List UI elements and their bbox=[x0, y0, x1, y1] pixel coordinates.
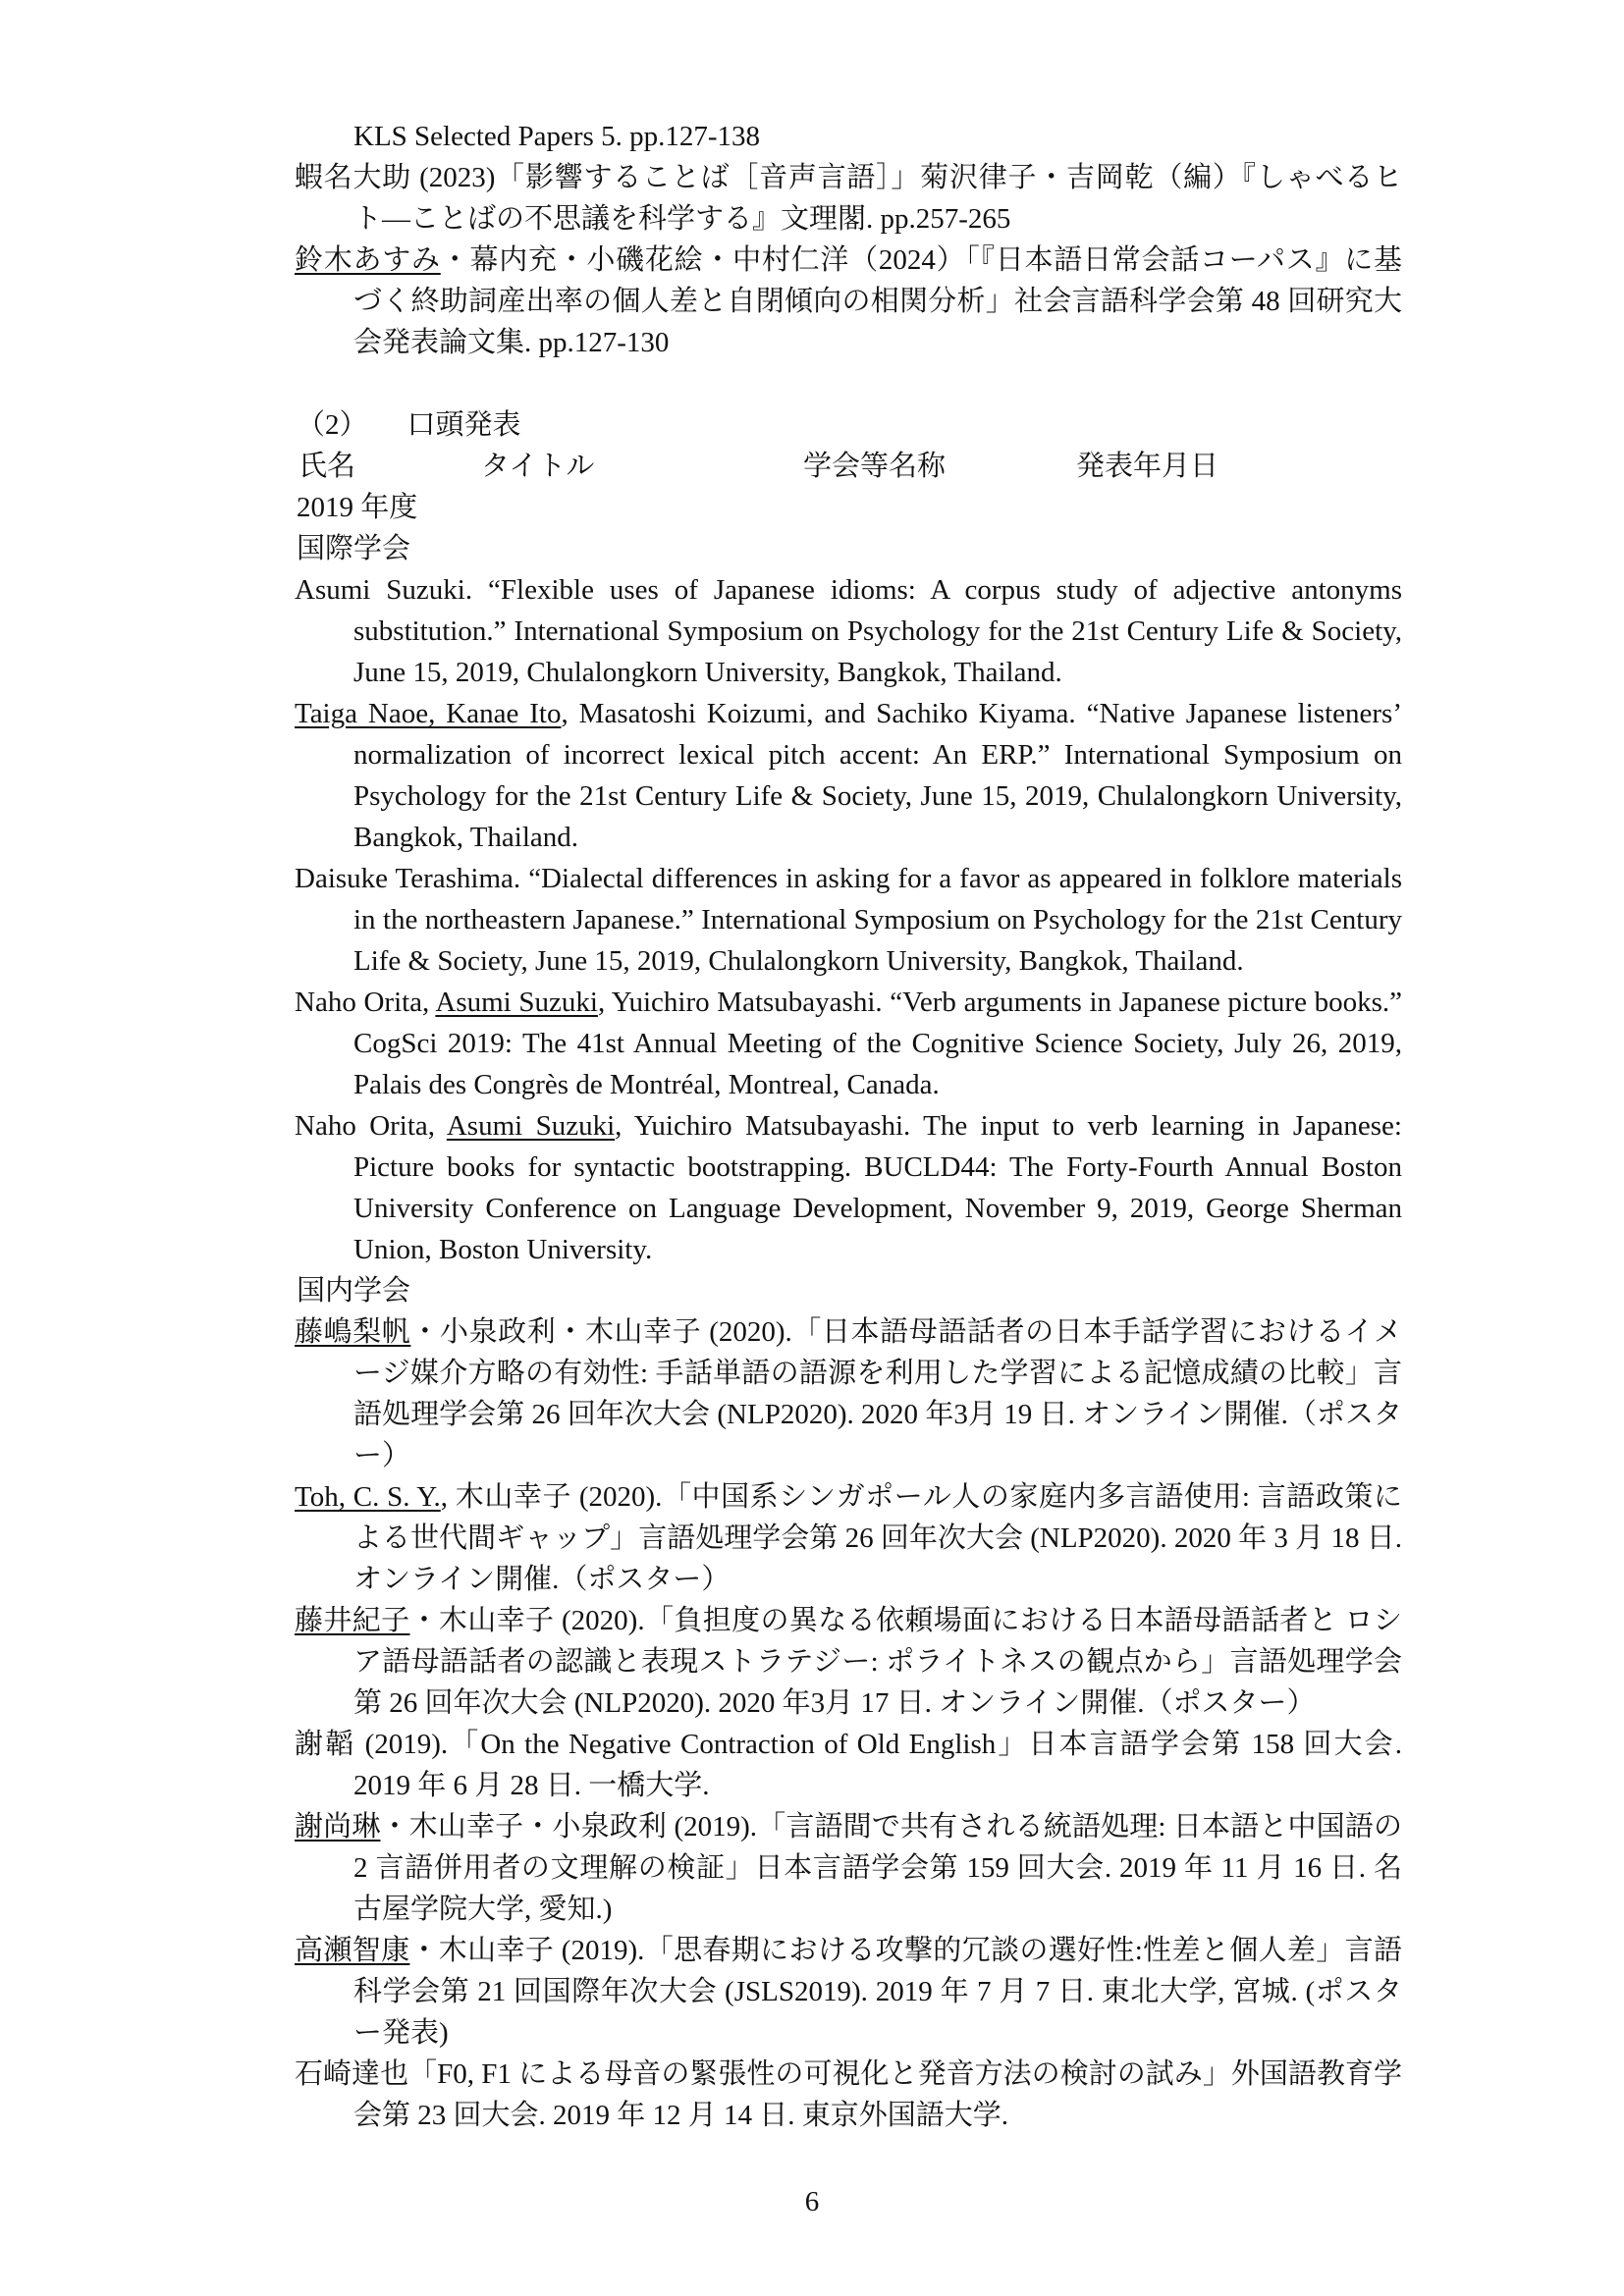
domestic-entry bbox=[295, 1476, 1402, 1600]
domestic-entry bbox=[295, 1600, 1402, 1724]
entry-text: 謝韜 (2019).「On the Negative Contraction of Old English」日本言語学会第 158 回大会. 2019 年 6 月 28 日. 一橋大学. bbox=[295, 1729, 1402, 1801]
entry-text: , 木山幸子 (2020).「中国系シンガポール人の家庭内多言語使用: 言語政策による世代間ギャップ」言語処理学会第 26 回年次大会 (NLP2020). 2020 年 3 月 18 日. オンライン開催.（ポスター） bbox=[353, 1481, 1402, 1595]
column-header-row bbox=[295, 446, 1402, 487]
document-page bbox=[295, 116, 1402, 2136]
column-date: 発表年月日 bbox=[1076, 451, 1219, 482]
reference-text: ・幕内充・小磯花絵・中村仁洋（2024）「『日本語日常会話コーパス』に基づく終助詞産出率の個人差と自閉傾向の相関分析」社会言語科学会第 48 回研究大会発表論文集. pp.127-130 bbox=[353, 244, 1402, 358]
entry-author-underlined: 藤井紀子 bbox=[295, 1605, 410, 1636]
year-label: 2019 年度 bbox=[297, 492, 418, 523]
entry-text: ・木山幸子・小泉政利 (2019).「言語間で共有される統語処理: 日本語と中国語の 2 言語併用者の文理解の検証」日本言語学会第 159 回大会. 2019 年 11 月 16 日. 名古屋学院大学, 愛知.) bbox=[353, 1811, 1402, 1925]
entry-text: , Yuichiro Matsubayashi. The input to verb learning in Japanese: Picture books for syntactic bootstrapping. BUCLD44: The Forty-Fourth Annual Boston University Conference on Language Development, November 9, 2019, George Sherman Union, Boston University. bbox=[353, 1110, 1402, 1265]
entry-text: , Yuichiro Matsubayashi. “Verb arguments in Japanese picture books.” CogSci 2019: The 41st Annual Meeting of the Cognitive Science Society, July 26, 2019, Palais des Congrès de Montréal, Montreal, Canada. bbox=[353, 987, 1402, 1100]
section-number: （2） bbox=[297, 409, 368, 441]
entry-author-underlined: Asumi Suzuki bbox=[435, 987, 598, 1018]
entry-author-underlined: Taiga Naoe, Kanae Ito bbox=[295, 698, 562, 729]
column-name: 氏名 bbox=[298, 451, 356, 482]
page-number: 6 bbox=[804, 2186, 820, 2217]
entry-text: Daisuke Terashima. “Dialectal differences in asking for a favor as appeared in folklore materials in the northeastern Japanese.” International Symposium on Psychology for the 21st Century Life & Society, June 15, 2019, Chulalongkorn University, Bangkok, Thailand. bbox=[295, 863, 1402, 977]
entry-text: 石崎達也「F0, F1 による母音の緊張性の可視化と発音方法の検討の試み」外国語教育学会第 23 回大会. 2019 年 12 月 14 日. 東京外国語大学. bbox=[295, 2058, 1402, 2131]
reference-entry bbox=[295, 157, 1402, 240]
entry-author-underlined: Asumi Suzuki bbox=[446, 1110, 616, 1142]
spacer bbox=[295, 363, 1402, 404]
column-conference: 学会等名称 bbox=[803, 451, 947, 482]
entry-text: ・小泉政利・木山幸子 (2020).「日本語母語話者の日本手話学習におけるイメージ媒介方略の有効性: 手話単語の語源を利用した学習による記憶成績の比較」言語処理学会第 26 回年次大会 (NLP2020). 2020 年3月 19 日. オンライン開催.（ポスター） bbox=[353, 1316, 1402, 1471]
reference-entry bbox=[295, 240, 1402, 363]
domestic-entry bbox=[295, 1724, 1402, 1806]
international-heading: 国際学会 bbox=[297, 533, 411, 564]
domestic-heading: 国内学会 bbox=[297, 1275, 411, 1307]
entry-author-underlined: Toh, C. S. Y. bbox=[295, 1481, 441, 1513]
domestic-entry bbox=[295, 1930, 1402, 2054]
section-title: 口頭発表 bbox=[406, 409, 521, 441]
entry-pre: Naho Orita, bbox=[295, 1110, 447, 1142]
reference-text: 蝦名大助 (2023)「影響することば［音声言語］」菊沢律子・吉岡乾（編）『しゃべるヒト―ことばの不思議を科学する』文理閣. pp.257-265 bbox=[295, 162, 1402, 235]
international-entry bbox=[295, 858, 1402, 982]
domestic-entry bbox=[295, 1311, 1402, 1476]
international-entry bbox=[295, 1105, 1402, 1270]
reference-author-underlined: 鈴木あすみ bbox=[295, 244, 441, 276]
entry-text: ・木山幸子 (2020).「負担度の異なる依頼場面における日本語母語話者と ロシア語母語話者の認識と表現ストラテジー: ポライトネスの観点から」言語処理学会第 26 回年次大会 (NLP2020). 2020 年3月 17 日. オンライン開催.（ポスター） bbox=[353, 1605, 1402, 1719]
international-entry bbox=[295, 569, 1402, 693]
entry-text: , Masatoshi Koizumi, and Sachiko Kiyama. “Native Japanese listeners’ normalization of incorrect lexical pitch accent: An ERP.” International Symposium on Psychology for the 21st Century Life & Society, June 15, 2019, Chulalongkorn University, Bangkok, Thailand. bbox=[353, 698, 1402, 853]
international-entry bbox=[295, 693, 1402, 858]
entry-pre: Naho Orita, bbox=[295, 987, 436, 1018]
domestic-entry bbox=[295, 1806, 1402, 1930]
entry-author-underlined: 高瀬智康 bbox=[295, 1935, 410, 1966]
section-heading bbox=[295, 404, 1402, 446]
international-entry bbox=[295, 982, 1402, 1105]
entry-author-underlined: 謝尚琳 bbox=[295, 1811, 381, 1842]
entry-text: Asumi Suzuki. “Flexible uses of Japanese idioms: A corpus study of adjective antonyms substitution.” International Symposium on Psychology for the 21st Century Life & Society, June 15, 2019, Chulalongkorn University, Bangkok, Thailand. bbox=[295, 574, 1402, 688]
continued-reference: KLS Selected Papers 5. pp.127-138 bbox=[353, 121, 760, 152]
domestic-entry bbox=[295, 2054, 1402, 2136]
column-title: タイトル bbox=[481, 451, 595, 482]
entry-author-underlined: 藤嶋梨帆 bbox=[295, 1316, 411, 1348]
entry-text: ・木山幸子 (2019).「思春期における攻撃的冗談の選好性:性差と個人差」言語科学会第 21 回国際年次大会 (JSLS2019). 2019 年 7 月 7 日. 東北大学, 宮城. (ポスター発表) bbox=[353, 1935, 1402, 2049]
